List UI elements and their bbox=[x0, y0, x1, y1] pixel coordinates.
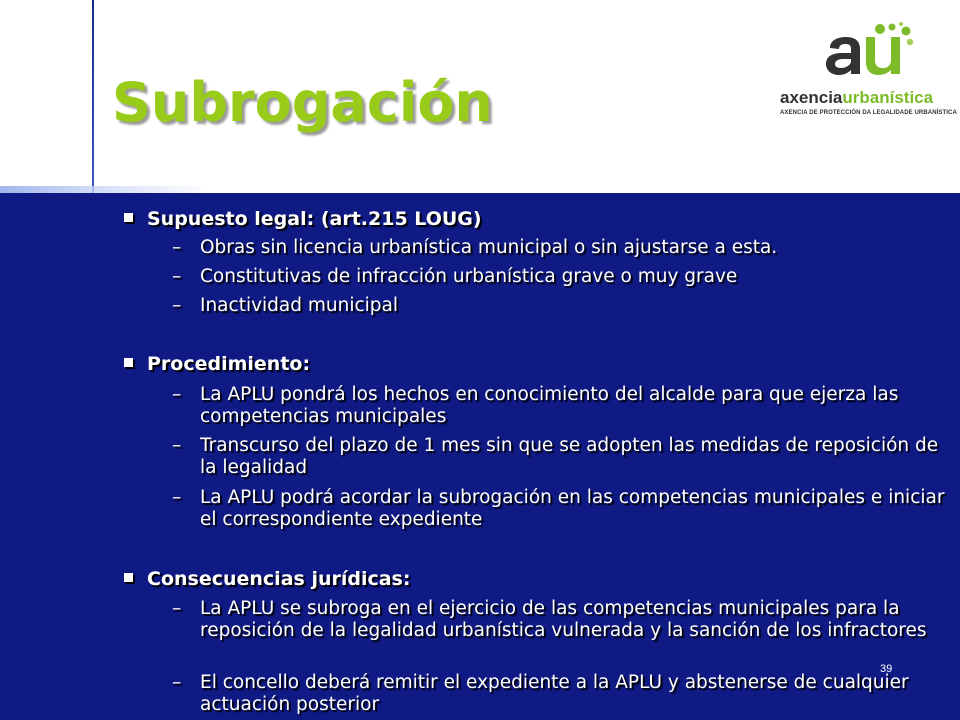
page-number: 39 bbox=[880, 663, 893, 675]
logo-subtitle: AXENCIA DE PROTECCIÓN DA LEGALIDADE URBANÍSTICA bbox=[780, 110, 957, 116]
section-title-supuesto-legal: Supuesto legal: (art.215 LOUG) bbox=[124, 208, 482, 230]
bullet-list bbox=[0, 193, 960, 720]
list-item: – Inactividad municipal bbox=[172, 295, 399, 316]
au-logo-mark-icon bbox=[822, 22, 932, 84]
square-bullet-icon bbox=[124, 358, 133, 367]
section-title-procedimiento: Procedimiento: bbox=[124, 353, 310, 375]
square-bullet-icon bbox=[124, 573, 133, 582]
logo-name: axenciaurbanística bbox=[780, 88, 934, 107]
list-item: – La APLU se subroga en el ejercicio de las competencias municipales para la reposición de la legalidad urbanística vulnerada y la sanción de los infractores bbox=[172, 598, 927, 641]
square-bullet-icon bbox=[124, 213, 133, 222]
list-item: – Transcurso del plazo de 1 mes sin que se adopten las medidas de reposición de la legalidad bbox=[172, 435, 939, 478]
section-title-consecuencias: Consecuencias jurídicas: bbox=[124, 568, 410, 590]
list-item: – Constitutivas de infracción urbanística grave o muy grave bbox=[172, 266, 738, 287]
slide-content bbox=[0, 193, 960, 720]
list-item: – La APLU podrá acordar la subrogación en las competencias municipales e iniciar el correspondiente expediente bbox=[172, 487, 945, 530]
list-item: – La APLU pondrá los hechos en conocimiento del alcalde para que ejerza las competencias municipales bbox=[172, 384, 899, 427]
list-item: – Obras sin licencia urbanística municipal o sin ajustarse a esta. bbox=[172, 237, 778, 258]
slide-title: Subrogación bbox=[112, 71, 493, 134]
axencia-urbanistica-logo bbox=[776, 28, 956, 128]
slide-header bbox=[0, 0, 960, 193]
header-vertical-line bbox=[92, 0, 94, 193]
list-item: – El concello deberá remitir el expediente a la APLU y abstenerse de cualquier actuación posterior bbox=[172, 672, 909, 715]
